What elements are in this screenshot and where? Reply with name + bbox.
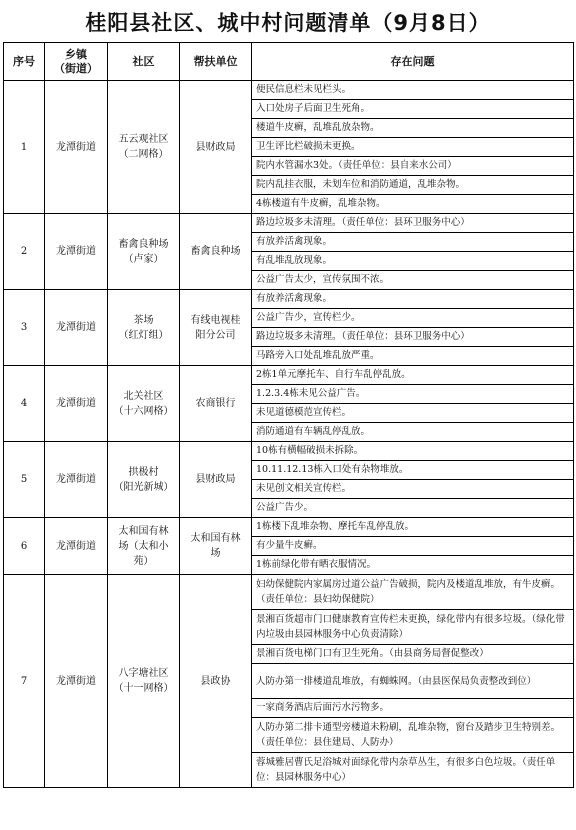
issue-cell: 卫生评比栏破损未更换。 [252, 138, 574, 157]
issue-cell: 2栋1单元摩托车、自行车乱停乱放。 [252, 366, 574, 385]
community-cell: 拱极村 （阳光新城） [108, 442, 180, 518]
issue-cell: 院内乱挂衣服，未划车位和消防通道，乱堆杂物。 [252, 176, 574, 195]
issue-cell: 公益广告少，宣传栏少。 [252, 309, 574, 328]
community-cell: 八字塘社区 （十一网格） [108, 575, 180, 788]
town-cell: 龙潭街道 [45, 290, 108, 366]
row-index: 6 [4, 518, 45, 575]
community-cell: 茶场 （红灯组） [108, 290, 180, 366]
issue-cell: 一家商务酒店后面污水污物多。 [252, 699, 574, 718]
issue-cell: 10栋有横幅破损未拆除。 [252, 442, 574, 461]
community-cell: 五云观社区 （二网格） [108, 81, 180, 214]
table-row [4, 81, 574, 100]
community-cell: 畜禽良种场 （卢家） [108, 214, 180, 290]
community-cell: 北关社区 （十六网格） [108, 366, 180, 442]
issue-cell: 1栋前绿化带有晒衣服情况。 [252, 556, 574, 575]
issue-cell: 4栋楼道有牛皮癣，乱堆杂物。 [252, 195, 574, 214]
issue-cell: 马路旁入口处乱堆乱放严重。 [252, 347, 574, 366]
row-index: 2 [4, 214, 45, 290]
town-cell: 龙潭街道 [45, 575, 108, 788]
page-title: 桂阳县社区、城中村问题清单（9月8日） [85, 11, 491, 35]
header-unit: 帮扶单位 [180, 43, 252, 81]
issue-cell: 未见道德模范宣传栏。 [252, 404, 574, 423]
issue-cell: 10.11.12.13栋入口处有杂物堆放。 [252, 461, 574, 480]
unit-cell: 太和国有林 场 [180, 518, 252, 575]
row-index: 4 [4, 366, 45, 442]
issue-cell: 楼道牛皮癣，乱堆乱放杂物。 [252, 119, 574, 138]
issue-cell: 未见创文相关宣传栏。 [252, 480, 574, 499]
table-header-row [4, 43, 574, 81]
header-town: 乡镇 （街道） [45, 43, 108, 81]
town-cell: 龙潭街道 [45, 442, 108, 518]
unit-cell: 县财政局 [180, 81, 252, 214]
issue-cell: 便民信息栏未见栏头。 [252, 81, 574, 100]
issue-cell: 景湘百货电梯门口有卫生死角。（由县商务局督促整改） [252, 645, 574, 664]
issue-cell: 入口处房子后面卫生死角。 [252, 100, 574, 119]
town-cell: 龙潭街道 [45, 366, 108, 442]
table-row [4, 575, 574, 610]
table-row [4, 214, 574, 233]
issue-cell: 景湘百货超市门口健康教育宣传栏未更换，绿化带内有很多垃圾。（绿化带内垃圾由县园林服务中心负责清除） [252, 610, 574, 645]
issue-cell: 人防办第二排卡通型旁楼道未粉刷，乱堆杂物，窗台及踏步卫生特别差。（责任单位：县住建局、人防办） [252, 718, 574, 753]
community-cell: 太和国有林 场（太和小 苑） [108, 518, 180, 575]
issue-cell: 路边垃圾多未清理。（责任单位：县环卫服务中心） [252, 328, 574, 347]
town-cell: 龙潭街道 [45, 214, 108, 290]
town-cell: 龙潭街道 [45, 518, 108, 575]
issue-cell: 1栋楼下乱堆杂物、摩托车乱停乱放。 [252, 518, 574, 537]
issue-cell: 公益广告少。 [252, 499, 574, 518]
issue-cell: 公益广告太少，宣传氛围不浓。 [252, 271, 574, 290]
unit-cell: 县财政局 [180, 442, 252, 518]
unit-cell: 有线电视桂 阳分公司 [180, 290, 252, 366]
table-row [4, 518, 574, 537]
issue-table [3, 42, 574, 788]
issue-cell: 有少量牛皮癣。 [252, 537, 574, 556]
row-index: 7 [4, 575, 45, 788]
issue-cell: 1.2.3.4栋未见公益广告。 [252, 385, 574, 404]
row-index: 5 [4, 442, 45, 518]
issue-cell: 人防办第一排楼道乱堆放，有蜘蛛网。（由县医保局负责整改到位） [252, 664, 574, 699]
issue-cell: 有乱堆乱放现象。 [252, 252, 574, 271]
row-index: 3 [4, 290, 45, 366]
town-cell: 龙潭街道 [45, 81, 108, 214]
table-row [4, 366, 574, 385]
issue-cell: 院内水管漏水3处。（责任单位：县自来水公司） [252, 157, 574, 176]
issue-cell: 妇幼保健院内家属房过道公益广告破损，院内及楼道乱堆放，有牛皮癣。（责任单位：县妇幼保健院） [252, 575, 574, 610]
table-row [4, 290, 574, 309]
table-body [4, 81, 574, 788]
issue-cell: 消防通道有车辆乱停乱放。 [252, 423, 574, 442]
header-community: 社区 [108, 43, 180, 81]
unit-cell: 县政协 [180, 575, 252, 788]
issue-cell: 蓉城雅居曹氏足浴城对面绿化带内杂草丛生，有很多白色垃圾。（责任单位：县园林服务中心） [252, 753, 574, 788]
table-row [4, 442, 574, 461]
header-issues: 存在问题 [252, 43, 574, 81]
unit-cell: 畜禽良种场 [180, 214, 252, 290]
unit-cell: 农商银行 [180, 366, 252, 442]
issue-cell: 有放养活禽现象。 [252, 233, 574, 252]
row-index: 1 [4, 81, 45, 214]
issue-cell: 有放养活禽现象。 [252, 290, 574, 309]
issue-cell: 路边垃圾多未清理。（责任单位：县环卫服务中心） [252, 214, 574, 233]
header-index: 序号 [4, 43, 45, 81]
